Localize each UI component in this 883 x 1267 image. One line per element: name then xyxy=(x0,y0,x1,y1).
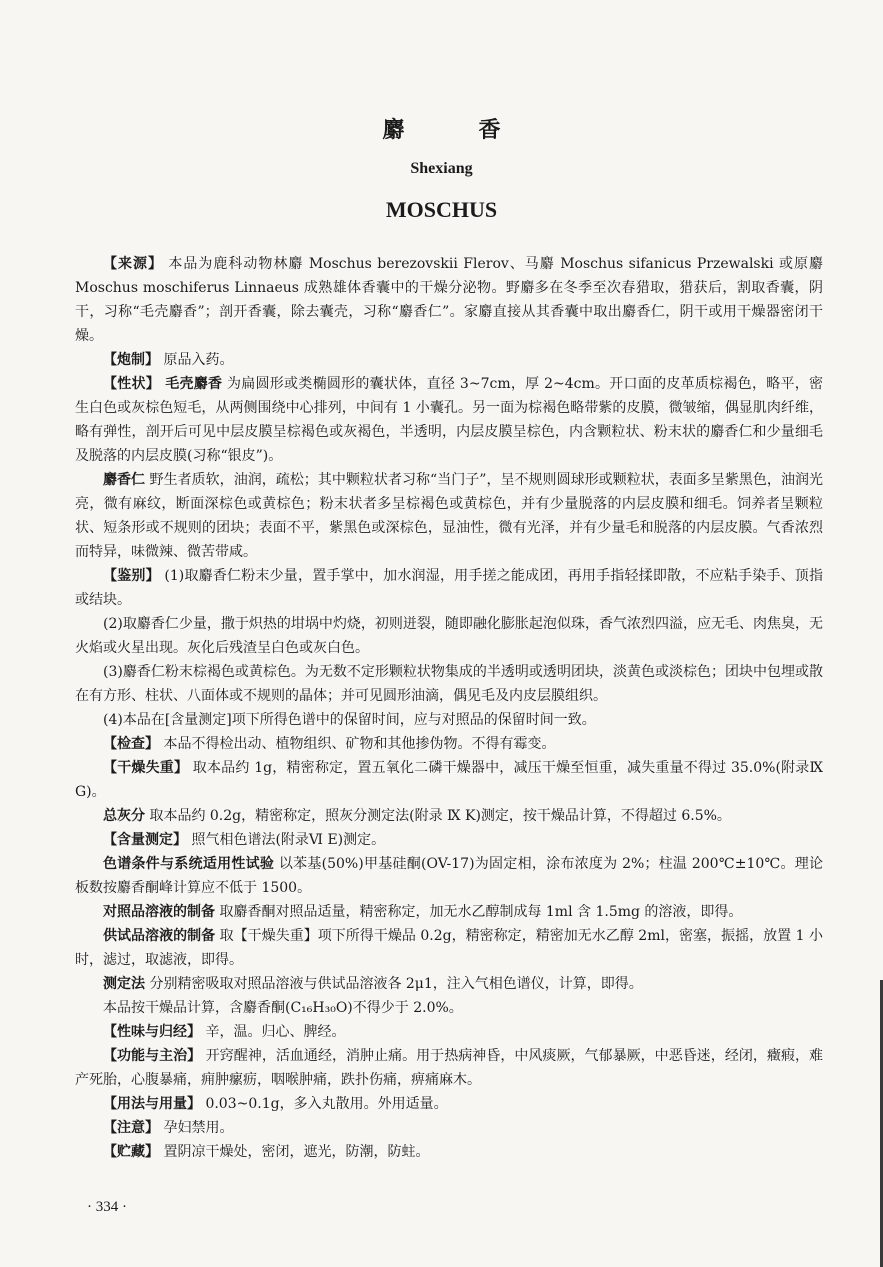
section-tag: 【检查】 xyxy=(103,736,159,752)
section-inspection xyxy=(75,732,823,756)
assay-chromatography xyxy=(75,852,823,900)
section-storage xyxy=(75,1140,823,1164)
section-subheading: 总灰分 xyxy=(103,808,145,824)
section-text: 以苯基(50%)甲基硅酮(OV-17)为固定相，涂布浓度为 2%；柱温 200℃±10℃。理论板数按麝香酮峰计算应不低于 1500。 xyxy=(75,856,824,896)
section-tag: 【干燥失重】 xyxy=(103,760,189,776)
pinyin-title: Shexiang xyxy=(410,160,473,177)
section-text: (4)本品在[含量测定]项下所得色谱中的保留时间，应与对照品的保留时间一致。 xyxy=(103,712,596,728)
section-tag: 【性状】 xyxy=(103,376,161,392)
section-subheading: 色谱条件与系统适用性试验 xyxy=(103,856,275,872)
section-description xyxy=(75,372,823,468)
section-text: 本品按干燥品计算，含麝香酮(C₁₆H₃₀O)不得少于 2.0%。 xyxy=(103,1000,463,1016)
section-tag: 【注意】 xyxy=(103,1120,159,1136)
section-tag: 【贮藏】 xyxy=(103,1144,159,1160)
section-functions xyxy=(75,1044,823,1092)
section-text: 取本品约 0.2g，精密称定，照灰分测定法(附录 Ⅸ K)测定，按干燥品计算，不得超过 6.5%。 xyxy=(145,808,731,824)
page-title: 麝 香 xyxy=(382,117,527,143)
section-nature-meridian xyxy=(75,1020,823,1044)
section-text: 原品入药。 xyxy=(159,352,234,368)
section-text: 取麝香酮对照品适量，精密称定，加无水乙醇制成每 1ml 含 1.5mg 的溶液，即得。 xyxy=(215,904,743,920)
identification-item-2 xyxy=(75,612,823,660)
section-text: 为扁圆形或类椭圆形的囊状体，直径 3~7cm，厚 2~4cm。开口面的皮革质棕褐色，略平，密生白色或灰棕色短毛，从两侧围绕中心排列，中间有 1 小囊孔。另一面为棕褐色略带紫的皮膜，微皱缩，偶显肌肉纤维，略有弹性，剖开后可见中层皮膜呈棕褐色或灰褐色，半透明，内层皮膜呈棕色，内含颗粒状、粉末状的麝香仁和少量细毛及脱落的内层皮膜(习称“银皮”)。 xyxy=(75,376,824,464)
section-subheading: 对照品溶液的制备 xyxy=(103,904,215,920)
section-processing xyxy=(75,348,823,372)
section-tag: 【用法与用量】 xyxy=(103,1096,201,1112)
latin-title: MOSCHUS xyxy=(385,197,498,222)
assay-test-solution xyxy=(75,924,823,972)
section-text: 本品为鹿科动物林麝 Moschus berezovskii Flerov、马麝 Moschus sifanicus Przewalski 或原麝 Moschus moschiferus Linnaeus 成熟雄体香囊中的干燥分泌物。野麝多在冬季至次春猎取，猎获后，割取香囊，阴干，习称“毛壳麝香”；剖开香囊，除去囊壳，习称“麝香仁”。家麝直接从其香囊中取出麝香仁，阴干或用干燥器密闭干燥。 xyxy=(75,256,824,344)
section-text: (3)麝香仁粉末棕褐色或黄棕色。为无数不定形颗粒状物集成的半透明或透明团块，淡黄色或淡棕色；团块中包埋或散在有方形、柱状、八面体或不规则的晶体；并可见圆形油滴，偶见毛及内皮层膜组织。 xyxy=(75,664,823,704)
section-text: 开窍醒神，活血通经，消肿止痛。用于热病神昏，中风痰厥，气郁暴厥，中恶昏迷，经闭，癥瘕，难产死胎，心腹暴痛，痈肿瘰疬，咽喉肿痛，跌扑伤痛，痹痛麻木。 xyxy=(75,1048,824,1088)
assay-limit xyxy=(75,996,823,1020)
monograph-body xyxy=(75,252,823,1164)
section-text: 野生者质软，油润，疏松；其中颗粒状者习称“当门子”，呈不规则圆球形或颗粒状，表面多呈紫黑色，油润光亮，微有麻纹，断面深棕色或黄棕色；粉末状者多呈棕褐色或黄棕色，并有少量脱落的内层皮膜和细毛。饲养者呈颗粒状、短条形或不规则的团块；表面不平，紫黑色或深棕色，显油性，微有光泽，并有少量毛和脱落的内层皮膜。气香浓烈而特异，味微辣、微苦带咸。 xyxy=(75,472,824,560)
section-dosage xyxy=(75,1092,823,1116)
section-precautions xyxy=(75,1116,823,1140)
section-loss-on-drying xyxy=(75,756,823,804)
section-tag: 【来源】 xyxy=(103,256,163,272)
page-number: · 334 · xyxy=(87,1199,127,1215)
section-subheading: 毛壳麝香 xyxy=(160,376,223,392)
section-text: 孕妇禁用。 xyxy=(159,1120,234,1136)
section-subheading: 测定法 xyxy=(103,976,145,992)
section-tag: 【炮制】 xyxy=(103,352,159,368)
identification-item-3 xyxy=(75,660,823,708)
section-text: 取【干燥失重】项下所得干燥品 0.2g，精密称定，精密加无水乙醇 2ml，密塞，振摇，放置 1 小时，滤过，取滤液，即得。 xyxy=(75,928,824,968)
section-text: 置阴凉干燥处，密闭，遮光，防潮，防蛀。 xyxy=(159,1144,430,1160)
section-tag: 【功能与主治】 xyxy=(103,1048,202,1064)
section-text: 分别精密吸取对照品溶液与供试品溶液各 2μ1，注入气相色谱仪，计算，即得。 xyxy=(145,976,643,992)
section-tag: 【性味与归经】 xyxy=(103,1024,201,1040)
assay-reference-solution xyxy=(75,900,823,924)
identification-item-4 xyxy=(75,708,823,732)
section-source xyxy=(75,252,823,348)
section-text: 0.03~0.1g，多入丸散用。外用适量。 xyxy=(201,1096,448,1112)
section-text: 辛，温。归心、脾经。 xyxy=(201,1024,346,1040)
section-text: 本品不得检出动、植物组织、矿物和其他掺伪物。不得有霉变。 xyxy=(159,736,556,752)
section-total-ash xyxy=(75,804,823,828)
section-assay xyxy=(75,828,823,852)
section-text: 取本品约 1g，精密称定，置五氧化二磷干燥器中，减压干燥至恒重，减失重量不得过 35.0%(附录Ⅸ G)。 xyxy=(75,760,824,800)
section-description-kernel xyxy=(75,468,823,564)
section-subheading: 供试品溶液的制备 xyxy=(103,928,216,944)
section-tag: 【含量测定】 xyxy=(103,832,187,848)
section-text: (1)取麝香仁粉末少量，置手掌中，加水润湿，用手搓之能成团，再用手指轻揉即散，不应粘手染手、顶指或结块。 xyxy=(75,568,824,608)
section-identification xyxy=(75,564,823,612)
section-tag: 【鉴别】 xyxy=(103,568,160,584)
assay-procedure xyxy=(75,972,823,996)
section-subheading: 麝香仁 xyxy=(103,472,146,488)
section-text: 照气相色谱法(附录Ⅵ E)测定。 xyxy=(187,832,386,848)
section-text: (2)取麝香仁少量，撒于炽热的坩埚中灼烧，初则迸裂，随即融化膨胀起泡似珠，香气浓烈四溢，应无毛、肉焦臭，无火焰或火星出现。灰化后残渣呈白色或灰白色。 xyxy=(75,616,823,656)
